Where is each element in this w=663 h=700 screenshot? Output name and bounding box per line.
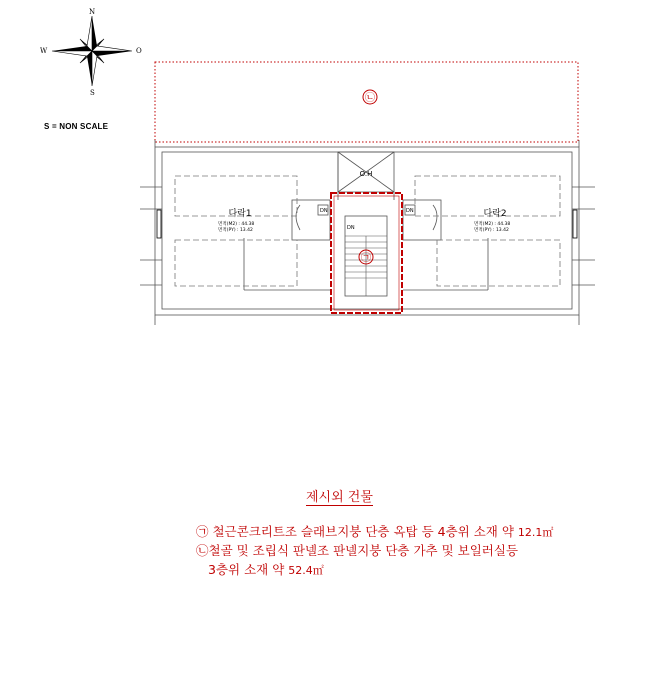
- loft1-name: 다락1: [228, 209, 252, 219]
- annex-marker-label: ㉡: [365, 93, 375, 104]
- compass-north-label: N: [89, 8, 96, 16]
- compass-east-label: O: [136, 47, 142, 55]
- legend-title: [306, 486, 373, 505]
- stair-marker-label: ㉠: [361, 253, 371, 264]
- loft2-name: 다락2: [483, 209, 507, 219]
- oh-label: O.H: [359, 170, 373, 178]
- legend-item-2-line-2: [208, 560, 324, 578]
- legend-item-1-area: 12.1㎡: [517, 526, 554, 539]
- dn-label-right: DN: [406, 208, 414, 214]
- dn-label-left: DN: [320, 208, 328, 214]
- legend-item-2-area: 52.4㎡: [288, 564, 324, 577]
- loft1-area-py: 면적(PY) : 13.42: [218, 228, 253, 233]
- loft1-area-m2: 면적(M2) : 44.38: [218, 222, 255, 227]
- legend-item-2-line-1: ㉡철골 및 조립식 판넬조 판넬지붕 단층 가추 및 보일러실등: [196, 543, 519, 558]
- loft2-area-m2: 면적(M2) : 44.38: [474, 222, 511, 227]
- compass-south-label: S: [90, 89, 95, 97]
- loft2-area-py: 면적(PY) : 13.42: [474, 228, 509, 233]
- dn-label-center: DN: [347, 225, 355, 231]
- legend-title-text: 제시외 건물: [306, 490, 373, 505]
- legend-item-1: [196, 522, 553, 540]
- scale-note: S = NON SCALE: [44, 122, 109, 131]
- legend-item-2-line-2-text: 3층위 소재 약: [208, 562, 289, 577]
- legend-item-1-text: ㉠ 철근콘크리트조 슬래브지붕 단층 옥탑 등 4층위 소재 약: [196, 524, 518, 539]
- compass-west-label: W: [40, 47, 48, 55]
